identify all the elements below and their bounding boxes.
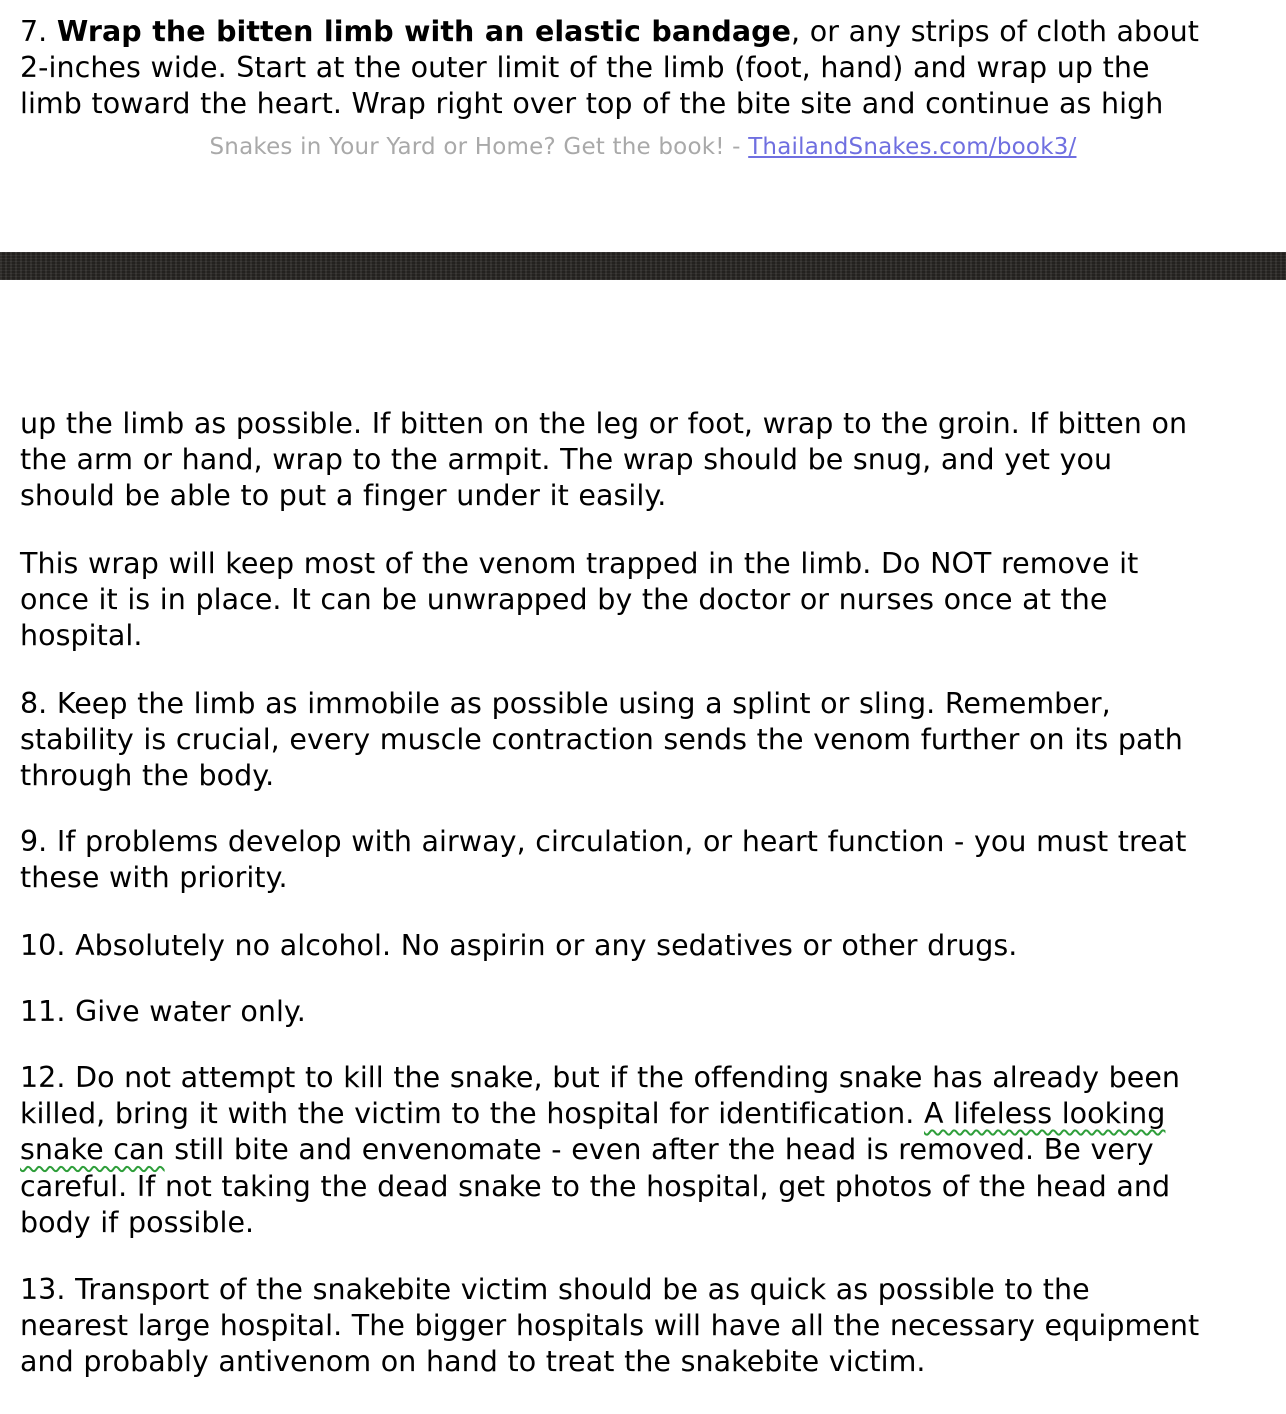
item-13-paragraph: 13. Transport of the snakebite victim should be as quick as possible to the nearest large hospital. The bigger hospitals will have all the necessary equipment and probably antivenom on hand to treat the snakebite victim. (20, 1273, 1200, 1379)
footer-promo-text: Snakes in Your Yard or Home? Get the book! - (209, 134, 749, 160)
item-7-text: , or any strips of cloth about 2-inches wide. Start at the outer limit of the limb (foot, hand) and wrap up the limb toward the heart. Wrap right over top of the bite site and continue as high (20, 15, 1200, 121)
footer-book-link[interactable]: ThailandSnakes.com/book3/ (748, 134, 1077, 160)
wrap-note-paragraph: This wrap will keep most of the venom trapped in the limb. Do NOT remove it once it is in place. It can be unwrapped by the doctor or nurses once at the hospital. (20, 547, 1139, 653)
page-break-divider (0, 252, 1286, 280)
item-7-bold-heading: Wrap the bitten limb with an elastic bandage (56, 15, 791, 48)
page-top (0, 0, 1286, 252)
item-7-number: 7. (20, 15, 57, 48)
page-footer (0, 132, 1286, 162)
item-7-paragraph (20, 14, 1272, 123)
item-8-paragraph: 8. Keep the limb as immobile as possible using a splint or sling. Remember, stability is crucial, every muscle contraction sends the venom further on its path through the body. (20, 687, 1183, 793)
item-12-text-start: 12. Do not attempt to kill the snake, but if the offending snake has already been killed, bring it with the victim to the hospital for identification. (20, 1061, 1181, 1131)
item-9-paragraph: 9. If problems develop with airway, circulation, or heart function - you must treat these with priority. (20, 825, 1187, 895)
item-12-paragraph (20, 1060, 1272, 1241)
spellcheck-flagged-phrase: snake can (20, 1133, 165, 1167)
spellcheck-flagged-phrase: A lifeless looking (924, 1097, 1166, 1131)
item-10-paragraph: 10. Absolutely no alcohol. No aspirin or any sedatives or other drugs. (20, 929, 1018, 962)
item-7-continuation: up the limb as possible. If bitten on the leg or foot, wrap to the groin. If bitten on the arm or hand, wrap to the armpit. The wrap should be snug, and yet you should be able to put a finger under it easily. (20, 407, 1188, 513)
item-11-paragraph: 11. Give water only. (20, 995, 306, 1028)
item-12-text-end: still bite and envenomate - even after the head is removed. Be very careful. If not taking the dead snake to the hospital, get photos of the head and body if possible. (20, 1133, 1171, 1239)
